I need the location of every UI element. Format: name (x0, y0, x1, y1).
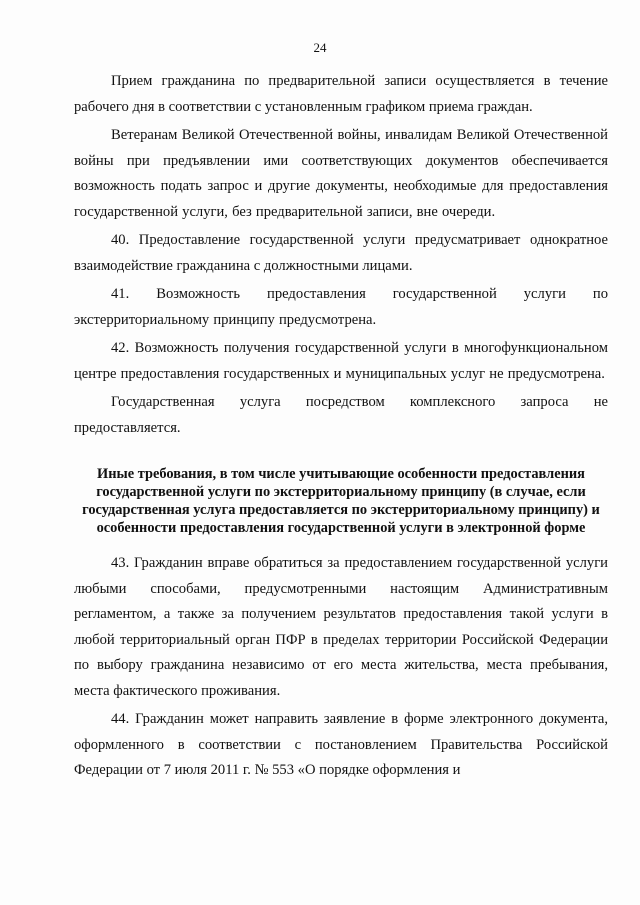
paragraph-42-mfc: 42. Возможность получения государственной услуги в многофункциональном центре предоставления государственных и муниципальных услуг не предусмотрена. (74, 340, 608, 382)
paragraph-appointment-schedule: Прием гражданина по предварительной записи осуществляется в течение рабочего дня в соответствии с установленным графиком приема граждан. (74, 73, 608, 115)
section-heading: Иные требования, в том числе учитывающие особенности предоставления государственной услуги по экстерриториальному принципу (в случае, если государственная услуга предоставляется по экстерриториальному принципу) и особенности предоставления государственной услуги в электронной форме (82, 466, 600, 536)
paragraph-41-extraterritorial: 41. Возможность предоставления государственной услуги по экстерриториальному принципу предусмотрена. (74, 286, 608, 328)
paragraph-44-electronic-application: 44. Гражданин может направить заявление в форме электронного документа, оформленного в соответствии с постановлением Правительства Российской Федерации от 7 июля 2011 г. № 553 «О порядке оформления и (74, 711, 608, 778)
paragraph-veterans-priority: Ветеранам Великой Отечественной войны, инвалидам Великой Отечественной войны при предъявлении ими соответствующих документов обеспечивается возможность подать запрос и другие документы, необходимые для предоставления государственной услуги, без предварительной записи, вне очереди. (74, 127, 608, 220)
document-body (74, 69, 608, 787)
page-number: 24 (313, 40, 327, 55)
paragraph-43-any-method: 43. Гражданин вправе обратиться за предоставлением государственной услуги любыми способами, предусмотренными настоящим Административным регламентом, а также за получением результатов предоставления такой услуги в любой территориальный орган ПФР в пределах территории Российской Федерации по выбору гражданина независимо от его места жительства, места пребывания, места фактического проживания. (74, 555, 608, 699)
paragraph-40-single-interaction: 40. Предоставление государственной услуги предусматривает однократное взаимодействие гражданина с должностными лицами. (74, 232, 608, 274)
paragraph-complex-request: Государственная услуга посредством комплексного запроса не предоставляется. (74, 394, 608, 436)
